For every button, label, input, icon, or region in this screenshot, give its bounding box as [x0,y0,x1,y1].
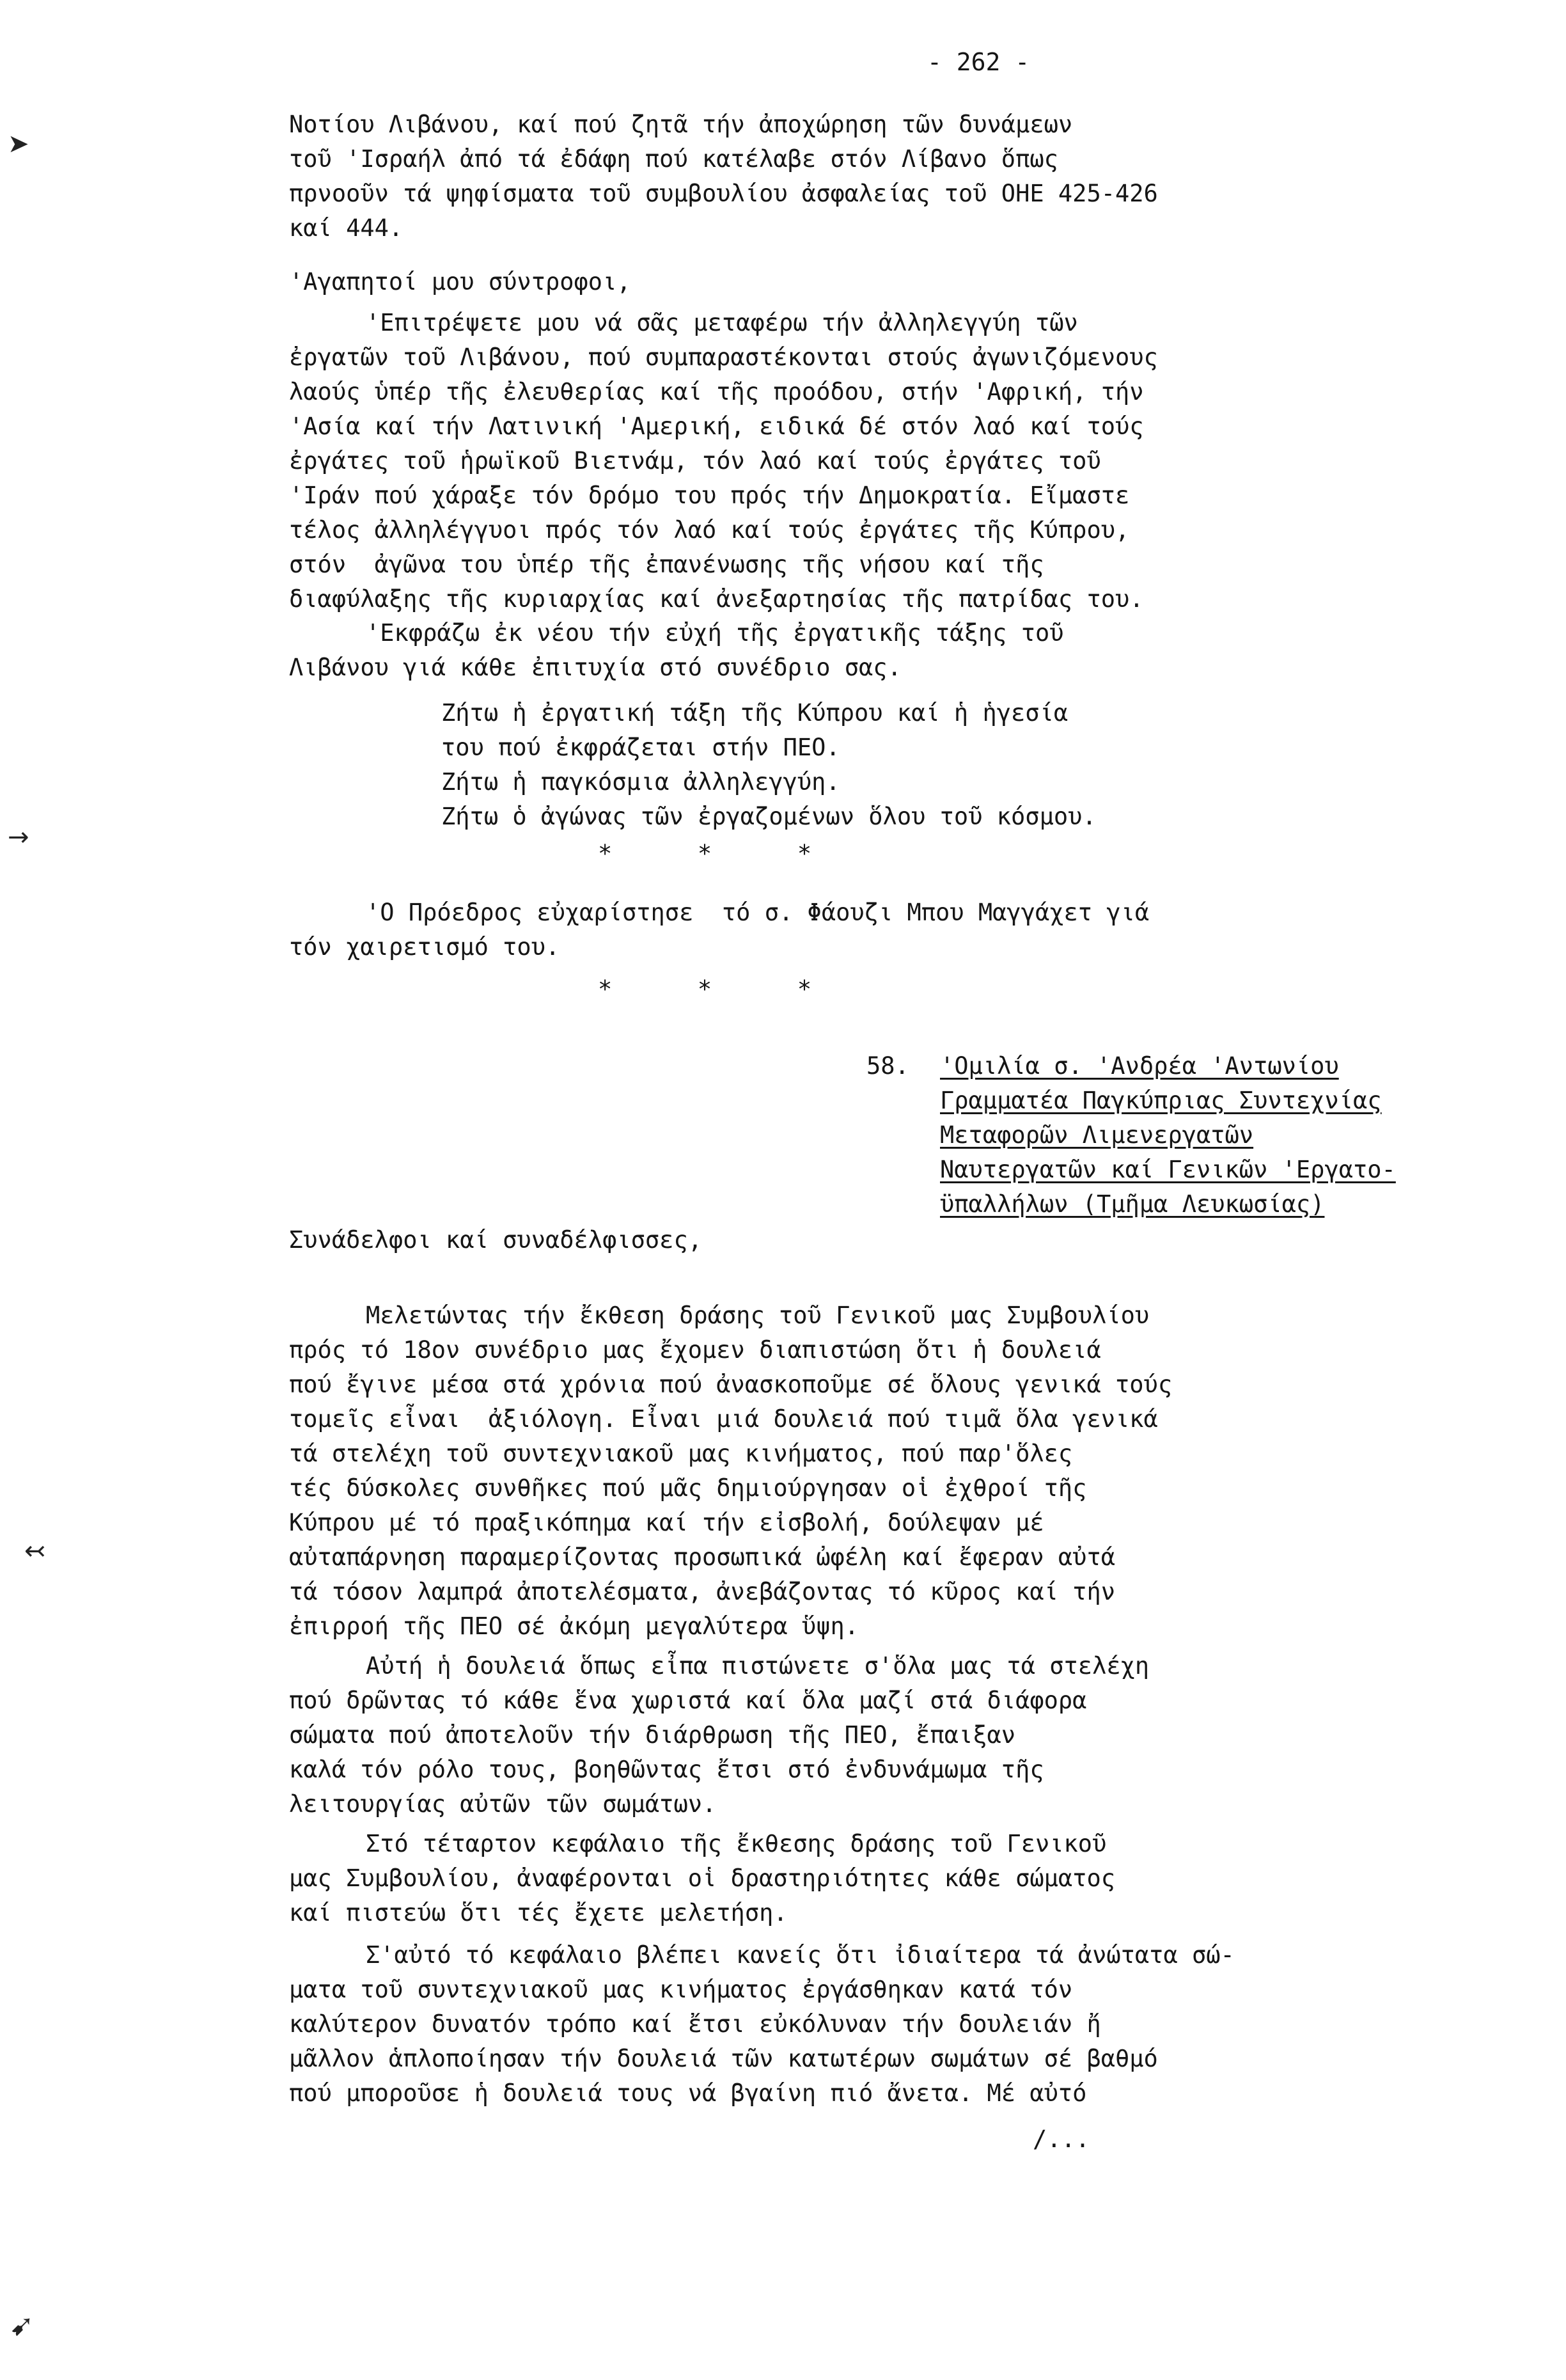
text-line: Στό τέταρτον κεφάλαιο τῆς ἔκθεσης δράσης τοῦ Γενικοῦ [366,1830,1107,1857]
text-line: Μελετώντας τήν ἔκθεση δράσης τοῦ Γενικοῦ μας Συμβουλίου [366,1302,1150,1329]
text-line: πρνοοῦν τά ψηφίσματα τοῦ συμβουλίου ἀσφαλείας τοῦ ΟΗΕ 425-426 [289,180,1158,207]
paragraph-solidarity [289,306,1523,617]
text-line: πού ἔγινε μέσα στά χρόνια πού ἀνασκοποῦμε σέ ὅλους γενικά τούς [289,1371,1173,1398]
margin-arrow-mark: ↢ [24,1536,46,1566]
text-line: πού μποροῦσε ἡ δουλειά τους νά βγαίνη πιό ἄνετα. Μέ αὐτό [289,2079,1087,2107]
slogan-line: του πού ἐκφράζεται στήν ΠΕΟ. [441,734,840,761]
heading-line: Γραμματέα Παγκύπριας Συντεχνίας [940,1087,1382,1114]
salutation: Συνάδελφοι καί συναδέλφισσες, [289,1226,703,1254]
text-line: 'Ο Πρόεδρος εὐχαρίστησε τό σ. Φάουζι Μπου Μαγγάχετ γιά [366,899,1150,926]
paragraph-wish [289,616,1523,685]
text-line: μᾶλλον ἁπλοποίησαν τήν δουλειά τῶν κατωτέρων σωμάτων σέ βαθμό [289,2045,1158,2072]
heading-line: ϋπαλλήλων (Τμῆμα Λευκωσίας) [940,1190,1325,1218]
greeting-text: 'Αγαπητοί μου σύντροφοι, [289,268,631,296]
text-line: ἐργάτες τοῦ ἡρωϊκοῦ Βιετνάμ, τόν λαό καί τούς ἐργάτες τοῦ [289,447,1101,475]
text-line: τέλος ἀλληλέγγυοι πρός τόν λαό καί τούς ἐργάτες τῆς Κύπρου, [289,516,1130,544]
margin-arrow-mark: → [8,823,29,852]
text-line: λαούς ὑπέρ τῆς ἐλευθερίας καί τῆς προόδου, στήν 'Αφρική, τήν [289,378,1144,406]
margin-arrow-mark: ➤ [8,129,29,159]
continuation-mark: /... [1033,2125,1090,2153]
text-line: σώματα πού ἀποτελοῦν τήν διάρθρωση τῆς ΠΕΟ, ἔπαιξαν [289,1721,1016,1749]
text-line: τοῦ 'Ισραήλ ἀπό τά ἐδάφη πού κατέλαβε στόν Λίβανο ὅπως [289,145,1058,173]
slogan-line: Ζήτω ἡ ἐργατική τάξη τῆς Κύπρου καί ἡ ἡγεσία [441,699,1069,727]
slogan-line: Ζήτω ἡ παγκόσμια ἀλληλεγγύη. [441,768,840,796]
paragraph-report [289,1298,1523,1644]
text-line: καλά τόν ρόλο τους, βοηθῶντας ἔτσι στό ἐνδυνάμωμα τῆς [289,1756,1044,1783]
heading-line: 'Ομιλία σ. 'Ανδρέα 'Αντωνίου [940,1052,1339,1080]
slogans [289,696,1523,834]
text-line: Κύπρου μέ τό πραξικόπημα καί τήν εἰσβολή, δούλεψαν μέ [289,1509,1044,1536]
paragraph-upper-bodies [289,1938,1523,2111]
page-number: - 262 - [927,48,1030,76]
text-line: Αὐτή ἡ δουλειά ὅπως εἶπα πιστώνετε σ'ὅλα μας τά στελέχη [366,1652,1150,1680]
heading-line: Ναυτεργατῶν καί Γενικῶν 'Εργατο- [940,1156,1396,1183]
text-line: 'Ιράν πού χάραξε τόν δρόμο του πρός τήν Δημοκρατία. Εἴμαστε [289,482,1130,509]
text-line: 'Επιτρέψετε μου νά σᾶς μεταφέρω τήν ἀλληλεγγύη τῶν [366,309,1078,336]
text-line: λειτουργίας αὐτῶν τῶν σωμάτων. [289,1790,717,1818]
text-line: Λιβάνου γιά κάθε ἐπιτυχία στό συνέδριο σας. [289,654,902,681]
text-line: καί πιστεύω ὅτι τές ἔχετε μελετήση. [289,1899,788,1927]
separator-stars: * * * [598,975,812,1003]
margin-arrow-mark: ➹ [10,2308,35,2342]
text-line: διαφύλαξης τῆς κυριαρχίας καί ἀνεξαρτησίας τῆς πατρίδας του. [289,585,1144,613]
slogan-line: Ζήτω ὁ ἀγώνας τῶν ἐργαζομένων ὅλου τοῦ κόσμου. [441,803,1097,830]
paragraph-bodies [289,1649,1523,1822]
section-number: 58. [866,1052,909,1080]
text-line: Νοτίου Λιβάνου, καί πού ζητᾶ τήν ἀποχώρηση τῶν δυνάμεων [289,111,1073,138]
text-line: τά τόσον λαμπρά ἀποτελέσματα, ἀνεβάζοντας τό κῦρος καί τήν [289,1578,1116,1605]
text-line: τομεῖς εἶναι ἀξιόλογη. Εἶναι μιά δουλειά πού τιμᾶ ὅλα γενικά [289,1405,1158,1433]
text-line: πού δρῶντας τό κάθε ἕνα χωριστά καί ὅλα μαζί στά διάφορα [289,1687,1087,1714]
text-line: αὐταπάρνηση παραμερίζοντας προσωπικά ὠφέλη καί ἔφεραν αὐτά [289,1543,1116,1571]
text-line: 'Εκφράζω ἐκ νέου τήν εὐχή τῆς ἐργατικῆς τάξης τοῦ [366,619,1064,647]
text-line: καλύτερον δυνατόν τρόπο καί ἔτσι εὐκόλυναν τήν δουλειάν ἤ [289,2010,1101,2038]
text-line: στόν ἀγῶνα του ὑπέρ τῆς ἐπανένωσης τῆς νήσου καί τῆς [289,551,1044,578]
paragraph-thanks [289,895,1523,965]
text-line: καί 444. [289,214,403,242]
separator-stars: * * * [598,840,812,867]
text-line: πρός τό 18ον συνέδριο μας ἔχομεν διαπιστώση ὅτι ἡ δουλειά [289,1336,1101,1364]
text-line: ἐργατῶν τοῦ Λιβάνου, πού συμπαραστέκονται στούς ἀγωνιζόμενους [289,343,1158,371]
text-line: ματα τοῦ συντεχνιακοῦ μας κινήματος ἐργάσθηκαν κατά τόν [289,1976,1073,2003]
text-line: τόν χαιρετισμό του. [289,933,560,961]
text-line: Σ'αὐτό τό κεφάλαιο βλέπει κανείς ὅτι ἰδιαίτερα τά ἀνώτατα σώ- [366,1941,1235,1969]
text-line: τά στελέχη τοῦ συντεχνιακοῦ μας κινήματος, πού παρ'ὅλες [289,1440,1073,1467]
paragraph-intro [289,107,1523,246]
heading-line: Μεταφορῶν Λιμενεργατῶν [940,1121,1254,1149]
greeting [289,265,1523,299]
paragraph-chapter-four [289,1827,1523,1930]
text-line: ἐπιρροή τῆς ΠΕΟ σέ ἀκόμη μεγαλύτερα ὕψη. [289,1612,859,1640]
text-line: τές δύσκολες συνθῆκες πού μᾶς δημιούργησαν οἱ ἐχθροί τῆς [289,1474,1087,1502]
section-title [940,1049,1396,1222]
text-line: 'Ασία καί τήν Λατινική 'Αμερική, ειδικά δέ στόν λαό καί τούς [289,413,1144,440]
text-line: μας Συμβουλίου, ἀναφέρονται οἱ δραστηριότητες κάθε σώματος [289,1864,1116,1892]
